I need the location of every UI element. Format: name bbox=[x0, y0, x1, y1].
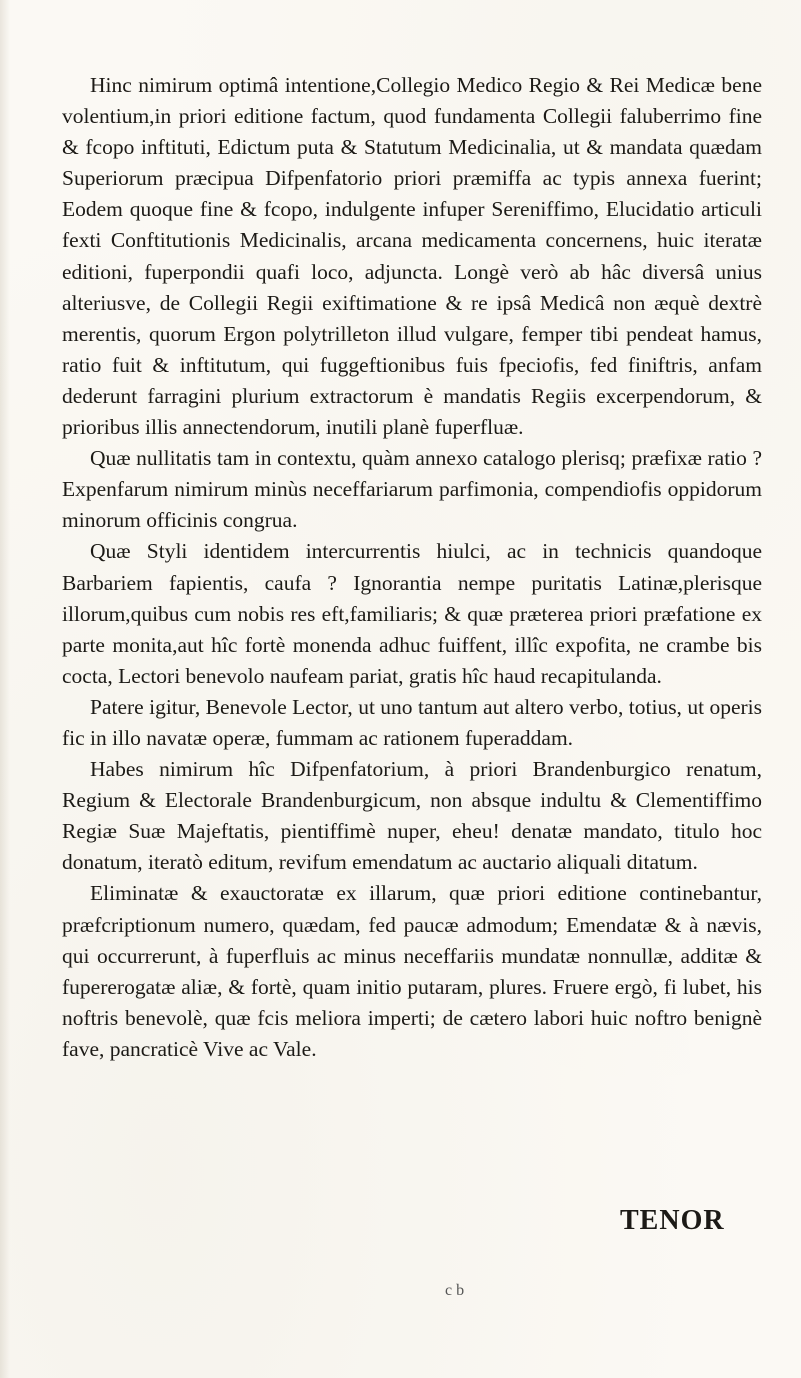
signature-mark: c b bbox=[445, 1282, 465, 1299]
paragraph-3: Quæ Styli identidem intercurrentis hiulci, ac in technicis quandoque Barbariem fapientis, caufa ? Ignorantia nempe puritatis Latinæ,plerisque illorum,quibus cum nobis res eft,familiaris; & quæ præterea priori præfatione ex parte monita,aut hîc fortè monenda adhuc fuiffent, illîc expofita, ne crambe bis cocta, Lectori benevolo naufeam pariat, gratis hîc haud recapitulanda. bbox=[62, 539, 762, 688]
paragraph-2: Quæ nullitatis tam in contextu, quàm annexo catalogo plerisq; præfixæ ratio ? Expenfarum nimirum minùs neceffariarum parfimonia, compendiofis oppidorum minorum officinis congrua. bbox=[62, 446, 762, 533]
paragraph-1: Hinc nimirum optimâ intentione,Collegio Medico Regio & Rei Medicæ bene volentium,in priori editione factum, quod fundamenta Collegii faluberrimo fine & fcopo inftituti, Edictum puta & Statutum Medicinalia, ut & mandata quædam Superiorum præcipua Difpenfatorio priori præmiffa ac typis annexa fuerint; Eodem quoque fine & fcopo, indulgente infuper Sereniffimo, Elucidatio articuli fexti Conftitutionis Medicinalis, arcana medicamenta concernens, huic iteratæ editioni, fuperpondii quafi loco, adjuncta. Longè verò ab hâc diversâ unius alteriusve, de Collegii Regii exiftimatione & re ipsâ Medicâ non æquè dextrè merentis, quorum Ergon polytrilleton illud vulgare, femper tibi pendeat hamus, ratio fuit & inftitutum, qui fuggeftionibus fuis fpeciofis, fed finiftris, anfam dederunt farragini plurium extractorum è mandatis Regiis excerpendorum, & prioribus illis annectendorum, inutili planè fuperfluæ. bbox=[62, 73, 762, 440]
paragraph-4: Patere igitur, Benevole Lector, ut uno tantum aut altero verbo, totius, ut operis fic in illo navatæ operæ, fummam ac rationem fuperaddam. bbox=[62, 694, 762, 750]
paragraph-5: Habes nimirum hîc Difpenfatorium, à priori Brandenburgico renatum, Regium & Electorale Brandenburgicum, non absque indultu & Clementiffimo Regiæ Suæ Majeftatis, pientiffimè nuper, eheu! denatæ mandato, titulo hoc donatum, iteratò editum, revifum emendatum ac auctario aliquali ditatum. bbox=[62, 757, 762, 875]
paragraph-6: Eliminatæ & exauctoratæ ex illarum, quæ priori editione continebantur, præfcriptionum numero, quædam, fed paucæ admodum; Emendatæ & à nævis, qui occurrerunt, à fuperfluis ac minus neceffariis mundatæ nonnullæ, additæ & fupererogatæ aliæ, & fortè, quam initio putaram, plures. Fruere ergò, fi lubet, his noftris benevolè, quæ fcis meliora imperti; de cætero labori huic noftro benignè fave, pancraticè Vive ac Vale. bbox=[62, 881, 762, 1061]
catchword: TENOR bbox=[620, 1205, 725, 1236]
body-text bbox=[62, 70, 762, 1065]
page-edge-shadow bbox=[0, 0, 10, 1378]
